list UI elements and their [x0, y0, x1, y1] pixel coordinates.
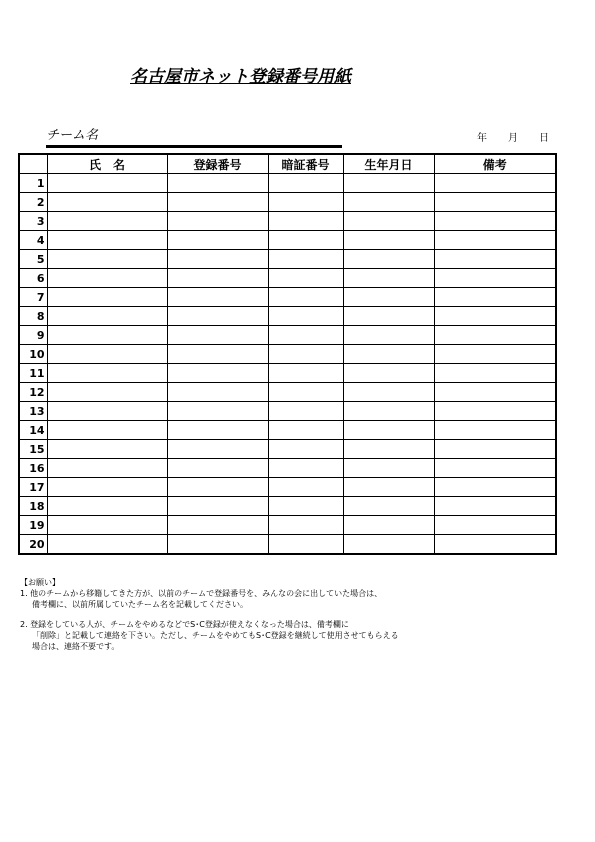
name-cell[interactable] [47, 364, 167, 383]
name-cell[interactable] [47, 231, 167, 250]
name-cell[interactable] [47, 535, 167, 555]
remarks-cell[interactable] [434, 421, 556, 440]
birthdate-cell[interactable] [343, 497, 434, 516]
birthdate-cell[interactable] [343, 326, 434, 345]
note-item-2-cont2: 場合は、連絡不要です。 [32, 642, 120, 651]
name-cell[interactable] [47, 269, 167, 288]
pin-cell[interactable] [268, 459, 343, 478]
name-cell[interactable] [47, 174, 167, 193]
birthdate-cell[interactable] [343, 516, 434, 535]
name-cell[interactable] [47, 383, 167, 402]
table-row [19, 497, 556, 516]
date-month-label: 月 [508, 133, 518, 144]
date-day-label: 日 [539, 133, 549, 144]
pin-cell[interactable] [268, 478, 343, 497]
row-number: 10 [19, 345, 47, 364]
row-number: 1 [19, 174, 47, 193]
name-cell[interactable] [47, 307, 167, 326]
table-row [19, 345, 556, 364]
remarks-cell[interactable] [434, 364, 556, 383]
notes-section [20, 577, 399, 652]
remarks-cell[interactable] [434, 402, 556, 421]
row-number: 13 [19, 402, 47, 421]
birthdate-cell[interactable] [343, 440, 434, 459]
registration-number-cell[interactable] [167, 250, 268, 269]
table-row [19, 478, 556, 497]
remarks-cell[interactable] [434, 212, 556, 231]
registration-number-cell[interactable] [167, 364, 268, 383]
birthdate-cell[interactable] [343, 478, 434, 497]
remarks-cell[interactable] [434, 269, 556, 288]
birthdate-cell[interactable] [343, 250, 434, 269]
name-cell[interactable] [47, 326, 167, 345]
note-item-1-cont: 備考欄に、以前所属していたチーム名を記載してください。 [32, 600, 248, 609]
note-item-2: 2. 登録をしている人が、チームをやめるなどでS･C登録が使えなくなった場合は、備考欄に [20, 620, 349, 629]
row-number: 2 [19, 193, 47, 212]
pin-cell[interactable] [268, 497, 343, 516]
row-number: 11 [19, 364, 47, 383]
row-number: 4 [19, 231, 47, 250]
note-item-1: 1. 他のチームから移籍してきた方が、以前のチームで登録番号を、みんなの会に出していた場合は、 [20, 589, 383, 598]
remarks-cell[interactable] [434, 250, 556, 269]
table-row [19, 250, 556, 269]
name-cell[interactable] [47, 421, 167, 440]
pin-cell[interactable] [268, 212, 343, 231]
pin-cell[interactable] [268, 383, 343, 402]
birthdate-cell[interactable] [343, 231, 434, 250]
notes-heading: 【お願い】 [20, 578, 60, 587]
birthdate-cell[interactable] [343, 193, 434, 212]
pin-cell[interactable] [268, 250, 343, 269]
form-title: 名古屋市ネット登録番号用紙 [130, 67, 351, 87]
team-name-underline [46, 145, 342, 148]
table-row [19, 326, 556, 345]
registration-number-cell[interactable] [167, 440, 268, 459]
remarks-cell[interactable] [434, 459, 556, 478]
header-birthdate: 生年月日 [343, 154, 434, 174]
pin-cell[interactable] [268, 440, 343, 459]
pin-cell[interactable] [268, 231, 343, 250]
registration-number-cell[interactable] [167, 535, 268, 555]
row-number: 17 [19, 478, 47, 497]
name-cell[interactable] [47, 193, 167, 212]
table-row [19, 535, 556, 555]
row-number: 16 [19, 459, 47, 478]
remarks-cell[interactable] [434, 478, 556, 497]
registration-number-cell[interactable] [167, 288, 268, 307]
header-name: 氏 名 [47, 154, 167, 174]
row-number: 19 [19, 516, 47, 535]
registration-number-cell[interactable] [167, 174, 268, 193]
remarks-cell[interactable] [434, 516, 556, 535]
remarks-cell[interactable] [434, 497, 556, 516]
date-year-label: 年 [477, 133, 487, 144]
name-cell[interactable] [47, 288, 167, 307]
registration-number-cell[interactable] [167, 231, 268, 250]
header-pin: 暗証番号 [268, 154, 343, 174]
table-row [19, 421, 556, 440]
registration-number-cell[interactable] [167, 345, 268, 364]
pin-cell[interactable] [268, 174, 343, 193]
row-number: 9 [19, 326, 47, 345]
birthdate-cell[interactable] [343, 174, 434, 193]
table-row [19, 383, 556, 402]
table-header-row [19, 154, 556, 174]
pin-cell[interactable] [268, 402, 343, 421]
row-number: 5 [19, 250, 47, 269]
pin-cell[interactable] [268, 288, 343, 307]
registration-number-cell[interactable] [167, 212, 268, 231]
remarks-cell[interactable] [434, 307, 556, 326]
registration-number-cell[interactable] [167, 421, 268, 440]
team-name-field[interactable] [46, 128, 342, 146]
row-number: 6 [19, 269, 47, 288]
table-row [19, 402, 556, 421]
registration-number-cell[interactable] [167, 269, 268, 288]
remarks-cell[interactable] [434, 288, 556, 307]
table-row [19, 193, 556, 212]
registration-table [18, 153, 557, 555]
pin-cell[interactable] [268, 326, 343, 345]
name-cell[interactable] [47, 516, 167, 535]
pin-cell[interactable] [268, 535, 343, 555]
table-row [19, 516, 556, 535]
registration-number-cell[interactable] [167, 478, 268, 497]
table-row [19, 212, 556, 231]
table-row [19, 440, 556, 459]
pin-cell[interactable] [268, 193, 343, 212]
pin-cell[interactable] [268, 421, 343, 440]
name-cell[interactable] [47, 345, 167, 364]
remarks-cell[interactable] [434, 193, 556, 212]
registration-number-cell[interactable] [167, 497, 268, 516]
row-number: 18 [19, 497, 47, 516]
team-name-label: チーム名 [46, 128, 99, 143]
row-number: 15 [19, 440, 47, 459]
name-cell[interactable] [47, 402, 167, 421]
name-cell[interactable] [47, 478, 167, 497]
pin-cell[interactable] [268, 269, 343, 288]
birthdate-cell[interactable] [343, 288, 434, 307]
pin-cell[interactable] [268, 516, 343, 535]
registration-number-cell[interactable] [167, 459, 268, 478]
row-number: 14 [19, 421, 47, 440]
registration-number-cell[interactable] [167, 326, 268, 345]
birthdate-cell[interactable] [343, 345, 434, 364]
remarks-cell[interactable] [434, 174, 556, 193]
registration-number-cell[interactable] [167, 383, 268, 402]
birthdate-cell[interactable] [343, 269, 434, 288]
row-number: 12 [19, 383, 47, 402]
table-row [19, 288, 556, 307]
birthdate-cell[interactable] [343, 307, 434, 326]
remarks-cell[interactable] [434, 231, 556, 250]
header-number [19, 154, 47, 174]
header-registration-number: 登録番号 [167, 154, 268, 174]
name-cell[interactable] [47, 212, 167, 231]
pin-cell[interactable] [268, 307, 343, 326]
remarks-cell[interactable] [434, 326, 556, 345]
table-row [19, 364, 556, 383]
remarks-cell[interactable] [434, 535, 556, 555]
table-row [19, 459, 556, 478]
remarks-cell[interactable] [434, 383, 556, 402]
table-row [19, 231, 556, 250]
birthdate-cell[interactable] [343, 459, 434, 478]
birthdate-cell[interactable] [343, 421, 434, 440]
birthdate-cell[interactable] [343, 402, 434, 421]
row-number: 7 [19, 288, 47, 307]
name-cell[interactable] [47, 250, 167, 269]
table-row [19, 307, 556, 326]
registration-number-cell[interactable] [167, 307, 268, 326]
note-item-2-cont: 「削除」と記載して連絡を下さい。ただし、チームをやめてもS･C登録を継続して使用させてもらえる [32, 631, 399, 640]
row-number: 8 [19, 307, 47, 326]
birthdate-cell[interactable] [343, 535, 434, 555]
registration-number-cell[interactable] [167, 516, 268, 535]
registration-number-cell[interactable] [167, 402, 268, 421]
remarks-cell[interactable] [434, 440, 556, 459]
row-number: 20 [19, 535, 47, 555]
name-cell[interactable] [47, 497, 167, 516]
table-row [19, 174, 556, 193]
birthdate-cell[interactable] [343, 212, 434, 231]
birthdate-cell[interactable] [343, 383, 434, 402]
name-cell[interactable] [47, 440, 167, 459]
pin-cell[interactable] [268, 364, 343, 383]
remarks-cell[interactable] [434, 345, 556, 364]
row-number: 3 [19, 212, 47, 231]
header-remarks: 備考 [434, 154, 556, 174]
name-cell[interactable] [47, 459, 167, 478]
table-row [19, 269, 556, 288]
birthdate-cell[interactable] [343, 364, 434, 383]
pin-cell[interactable] [268, 345, 343, 364]
registration-number-cell[interactable] [167, 193, 268, 212]
